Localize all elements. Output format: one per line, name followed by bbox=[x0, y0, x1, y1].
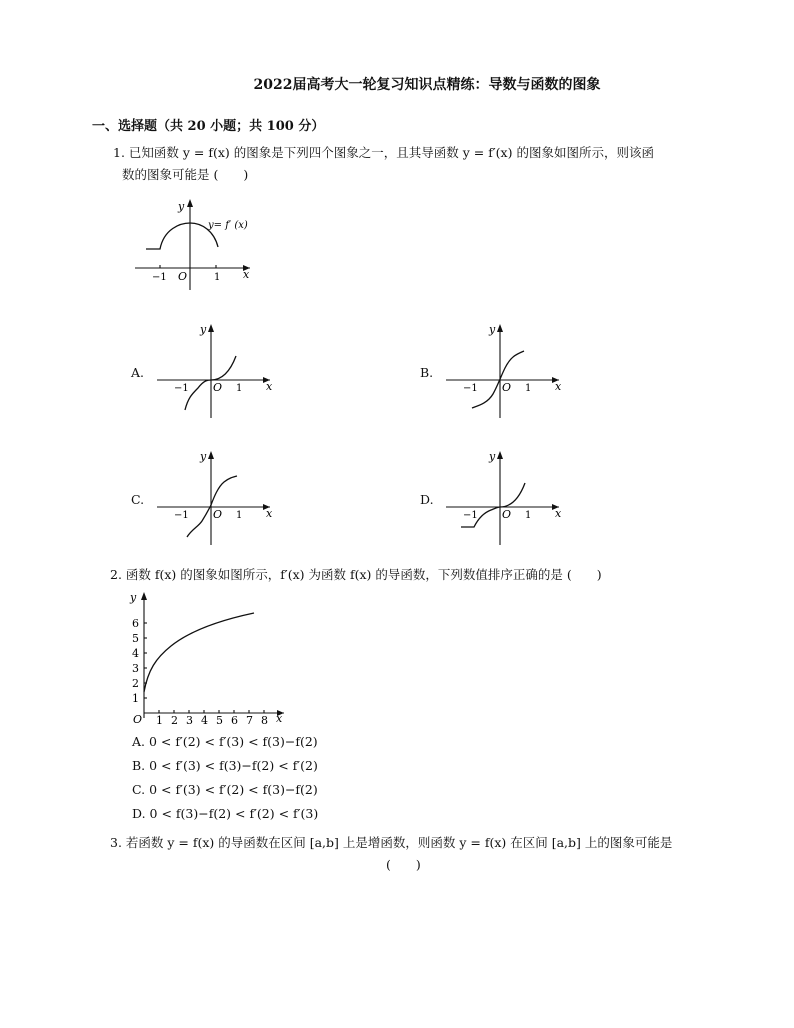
svg-text:1: 1 bbox=[236, 510, 243, 521]
x-tick-label: 8 bbox=[261, 714, 268, 727]
option-d-label[interactable]: D. bbox=[420, 492, 434, 507]
x-tick-label: 5 bbox=[216, 714, 223, 727]
y-tick-label: 2 bbox=[132, 677, 139, 690]
y-axis-arrow bbox=[187, 199, 193, 207]
q2-option-d[interactable]: D. 0 < f(3)−f(2) < f′(2) < f′(3) bbox=[132, 806, 319, 821]
question-2-stem: 2. 函数 f(x) 的图象如图所示，f′(x) 为函数 f(x) 的导函数，下列数值排序正确的是 ( ) bbox=[110, 567, 602, 582]
svg-text:1: 1 bbox=[525, 383, 532, 394]
q2-option-b[interactable]: B. 0 < f′(3) < f(3)−f(2) < f′(2) bbox=[132, 758, 318, 773]
svg-text:−1: −1 bbox=[463, 383, 478, 394]
y-label: y bbox=[130, 591, 137, 604]
origin-label: O bbox=[178, 270, 188, 283]
x-label: x bbox=[243, 268, 250, 281]
svg-text:−1: −1 bbox=[174, 510, 189, 521]
section-heading: 一、选择题（共 20 小题；共 100 分） bbox=[92, 119, 325, 134]
option-c-label[interactable]: C. bbox=[131, 492, 145, 507]
q2-option-c[interactable]: C. 0 < f′(3) < f′(2) < f(3)−f(2) bbox=[132, 782, 318, 797]
question-1-line-1: 1. 已知函数 y = f(x) 的图象是下列四个图象之一，且其导函数 y = f′(x) 的图象如图所示，则该函 bbox=[113, 145, 654, 160]
y-axis-arrow bbox=[141, 592, 147, 600]
svg-text:1: 1 bbox=[236, 383, 243, 394]
svg-text:y: y bbox=[200, 450, 207, 463]
y-tick-label: 5 bbox=[132, 632, 139, 645]
q2-option-a[interactable]: A. 0 < f′(2) < f′(3) < f(3)−f(2) bbox=[132, 734, 318, 749]
svg-text:y: y bbox=[489, 450, 496, 463]
svg-text:−1: −1 bbox=[174, 383, 189, 394]
graph-label: y= f′ (x) bbox=[208, 220, 248, 231]
x-tick-label: 4 bbox=[201, 714, 208, 727]
svg-text:y: y bbox=[489, 323, 496, 336]
question-3-stem: 3. 若函数 y = f(x) 的导函数在区间 [a,b] 上是增函数，则函数 y = f(x) 在区间 [a,b] 上的图象可能是 bbox=[110, 835, 673, 850]
y-tick-label: 3 bbox=[132, 662, 139, 675]
option-a-graph[interactable] bbox=[152, 320, 277, 420]
option-d-graph[interactable] bbox=[441, 447, 566, 547]
y-tick-label: 6 bbox=[132, 617, 139, 630]
x-label: x bbox=[276, 712, 283, 725]
svg-text:x: x bbox=[266, 507, 273, 520]
tick-1-label: 1 bbox=[214, 272, 221, 283]
option-a-label[interactable]: A. bbox=[131, 365, 145, 380]
option-b-label[interactable]: B. bbox=[420, 365, 434, 380]
page-title: 2022届高考大一轮复习知识点精练：导数与函数的图象 bbox=[253, 77, 601, 93]
x-tick-label: 6 bbox=[231, 714, 238, 727]
question-1-line-2: 数的图象可能是 ( ) bbox=[122, 167, 249, 182]
svg-text:x: x bbox=[555, 380, 562, 393]
function-curve bbox=[144, 613, 254, 692]
x-tick-label: 7 bbox=[246, 714, 253, 727]
x-tick-label: 2 bbox=[171, 714, 178, 727]
svg-text:O: O bbox=[502, 508, 512, 521]
y-tick-label: 1 bbox=[132, 692, 139, 705]
q1-derivative-graph bbox=[130, 195, 260, 295]
option-c-graph[interactable] bbox=[152, 447, 277, 547]
q2-function-graph bbox=[126, 588, 291, 728]
svg-text:y: y bbox=[200, 323, 207, 336]
svg-text:1: 1 bbox=[525, 510, 532, 521]
option-b-graph[interactable] bbox=[441, 320, 566, 420]
question-3-answer-paren: ( ) bbox=[386, 857, 421, 872]
question-1-stem bbox=[113, 142, 713, 186]
y-tick-label: 4 bbox=[132, 647, 139, 660]
y-label: y bbox=[178, 200, 185, 213]
svg-text:O: O bbox=[502, 381, 512, 394]
svg-text:x: x bbox=[555, 507, 562, 520]
origin-label: O bbox=[133, 713, 143, 726]
svg-text:−1: −1 bbox=[463, 510, 478, 521]
x-tick-label: 1 bbox=[156, 714, 163, 727]
tick-neg1-label: −1 bbox=[152, 272, 167, 283]
svg-text:O: O bbox=[213, 508, 223, 521]
svg-text:O: O bbox=[213, 381, 223, 394]
x-tick-label: 3 bbox=[186, 714, 193, 727]
svg-text:x: x bbox=[266, 380, 273, 393]
